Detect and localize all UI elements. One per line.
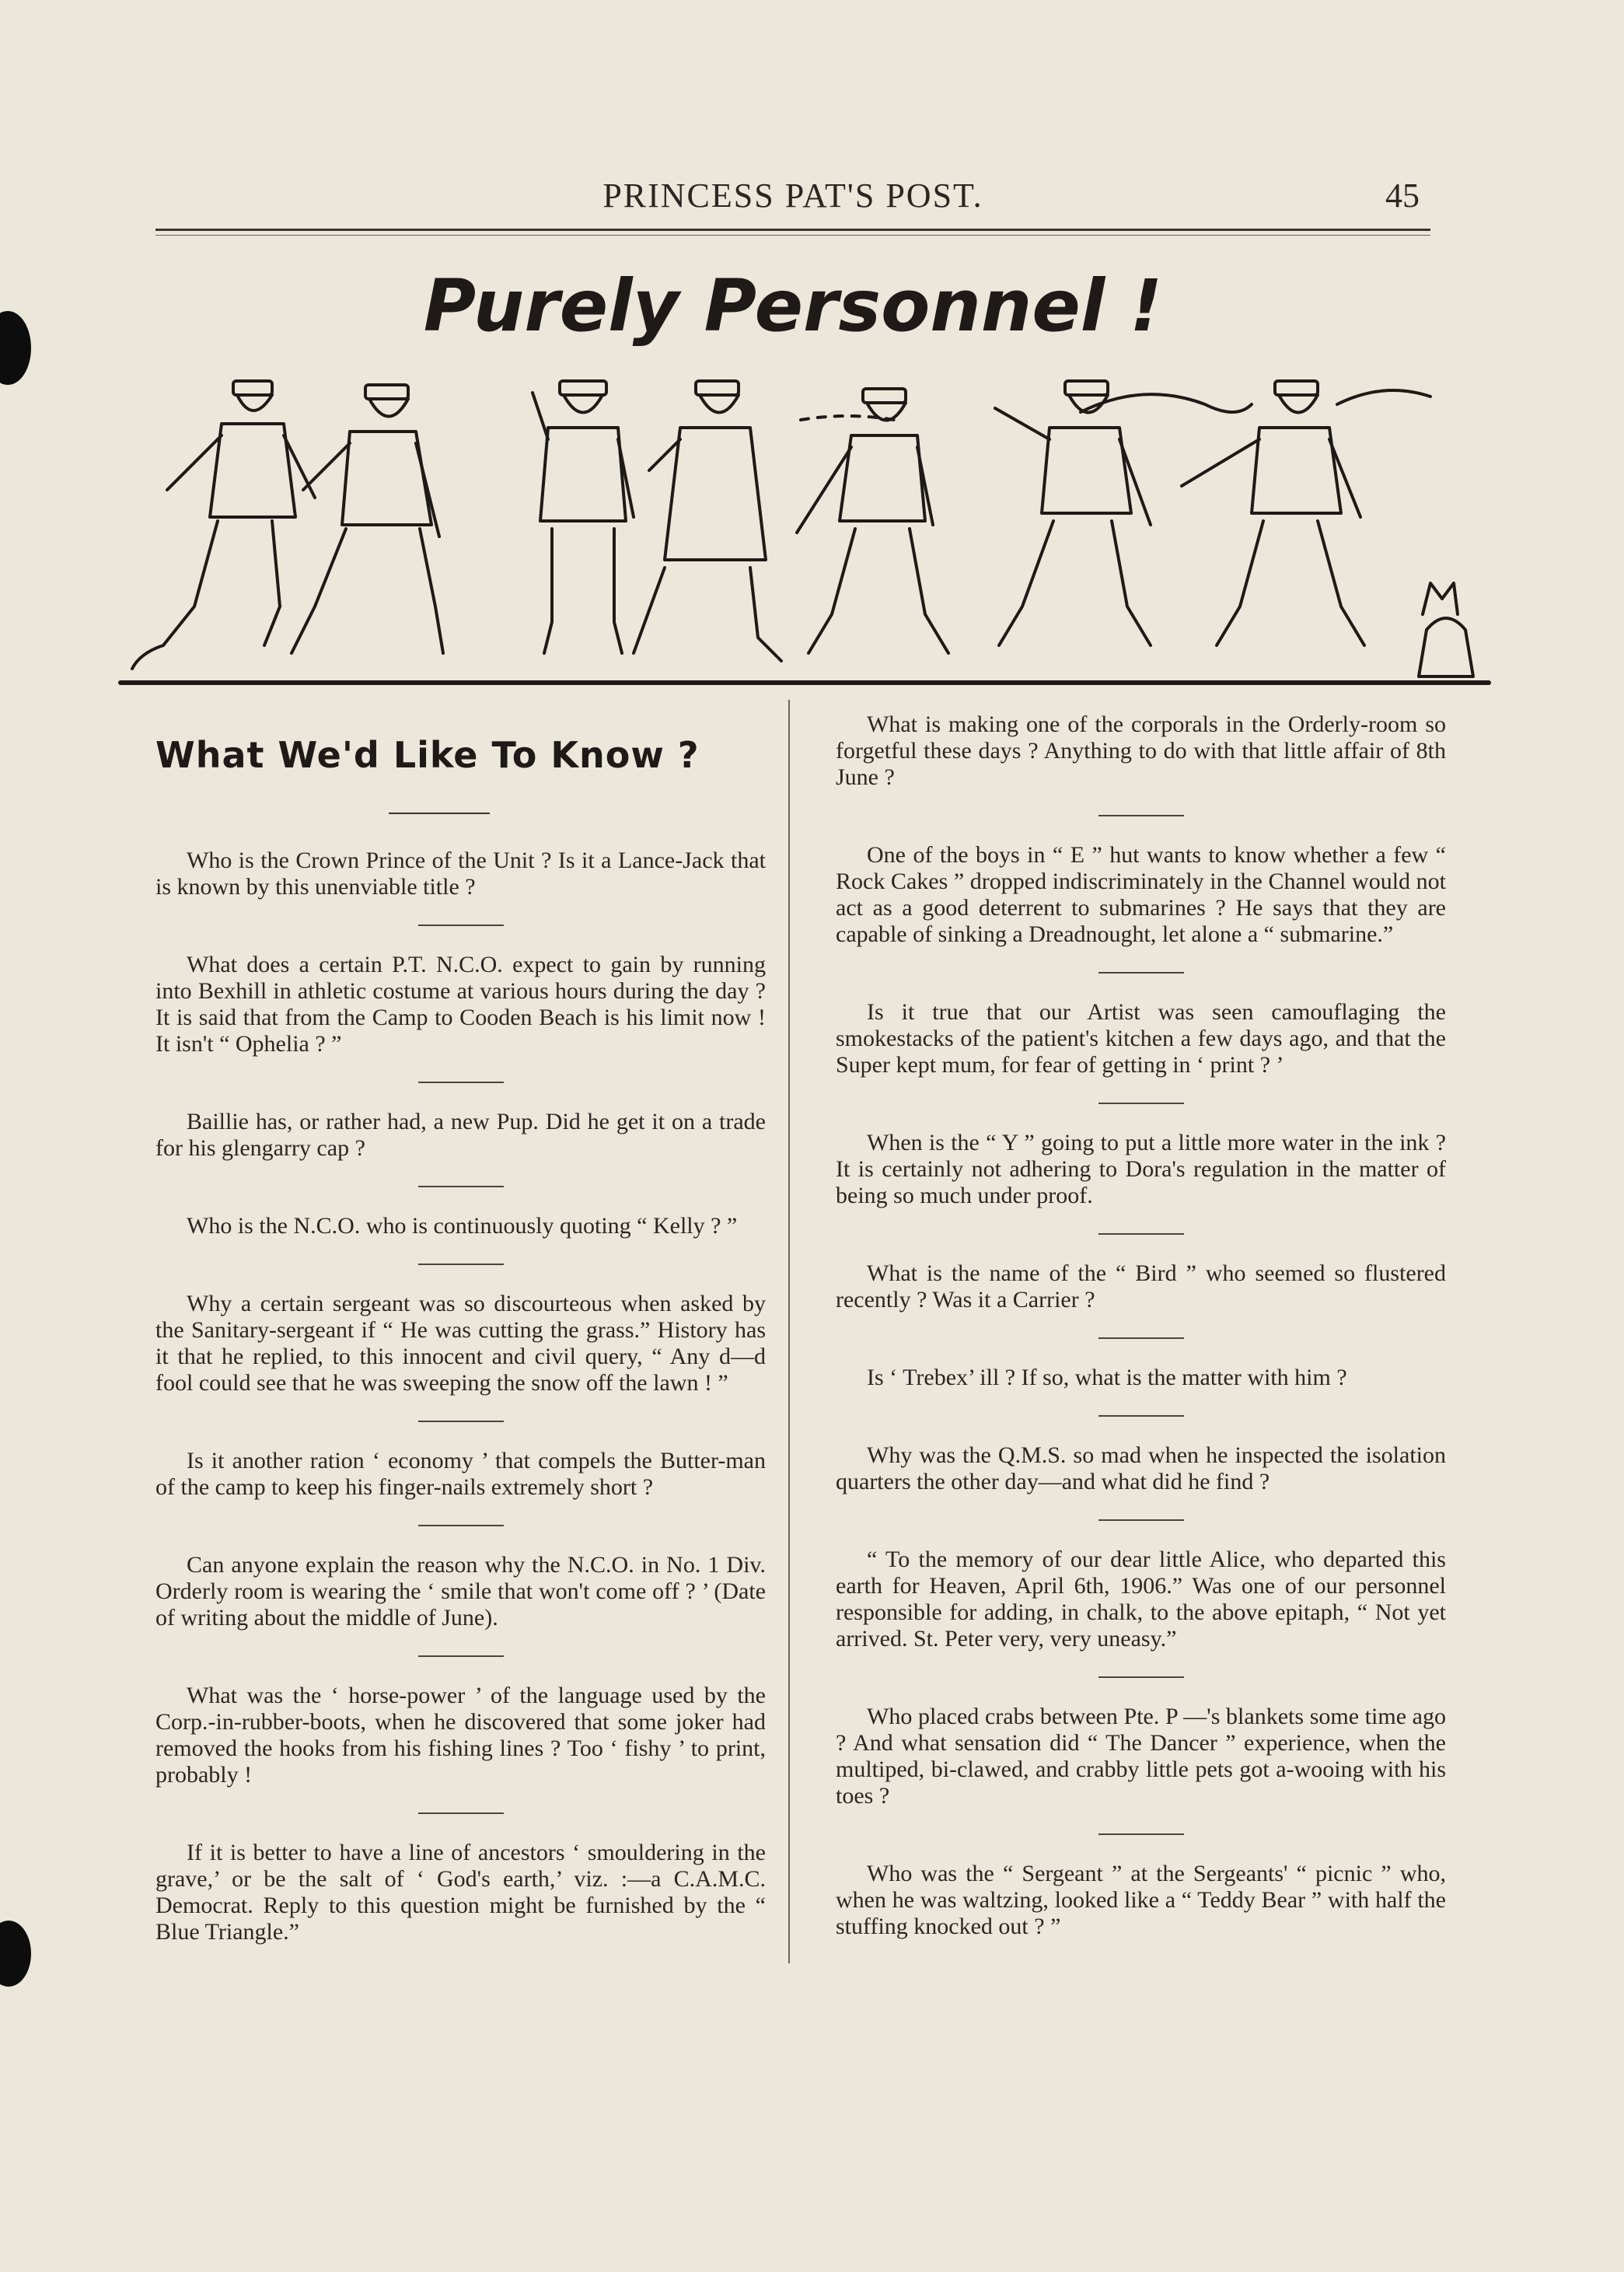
soldier-figure — [995, 381, 1151, 645]
binding-hole — [0, 311, 31, 385]
item-separator — [1098, 972, 1184, 973]
question-item: Baillie has, or rather had, a new Pup. Did he get it on a trade for his glengarry cap ? — [155, 1109, 766, 1161]
item-separator — [1098, 1233, 1184, 1235]
soldier-figure — [634, 381, 781, 661]
question-item: What was the ‘ horse-power ’ of the language used by the Corp.-in-rubber-boots, when he discovered that some joker had removed the hooks from his fishing lines ? Too ‘ fishy ’ to print, probably ! — [155, 1683, 766, 1788]
question-item: When is the “ Y ” going to put a little more water in the ink ? It is certainly not adhering to Dora's regulation in the matter of being so much under proof. — [836, 1130, 1446, 1208]
headline: Purely Personnel ! — [423, 264, 1163, 348]
binding-hole — [0, 1921, 31, 1987]
title-rule — [389, 813, 490, 814]
item-separator — [418, 1655, 504, 1657]
question-item: Can anyone explain the reason why the N.C.O. in No. 1 Div. Orderly room is wearing the ‘ smile that won't come off ? ’ (Date of writing about the middle of June). — [155, 1552, 766, 1631]
item-separator — [1098, 1833, 1184, 1835]
question-item: Is it true that our Artist was seen camouflaging the smokestacks of the patient's kitchen a few days ago, and that the Super kept mum, for fear of getting in ‘ print ? ’ — [836, 999, 1446, 1078]
question-item: Why was the Q.M.S. so mad when he inspected the isolation quarters the other day—and what did he find ? — [836, 1442, 1446, 1494]
question-item: What is the name of the “ Bird ” who seemed so flustered recently ? Was it a Carrier ? — [836, 1260, 1446, 1313]
header-rule — [155, 229, 1430, 231]
item-separator — [1098, 1337, 1184, 1339]
item-separator — [418, 1186, 504, 1187]
question-item: One of the boys in “ E ” hut wants to know whether a few “ Rock Cakes ” dropped indiscriminately in the Channel would not act as a good deterrent to submarines ? He says that they are capable of sinking a Dreadnought, let alone a “ submarine.” — [836, 842, 1446, 947]
header-rule-thin — [155, 235, 1430, 236]
item-separator — [418, 1525, 504, 1526]
question-item: Is ‘ Trebex’ ill ? If so, what is the matter with him ? — [867, 1365, 1347, 1390]
question-item: “ To the memory of our dear little Alice, who departed this earth for Heaven, April 6th, 1906.” Was one of our personnel responsible for adding, in chalk, to the above epitaph, “ Not yet arrived. St. Peter very, very uneasy.” — [836, 1547, 1446, 1652]
running-head: PRINCESS PAT'S POST. — [602, 177, 983, 215]
item-separator — [418, 1812, 504, 1814]
item-separator — [418, 925, 504, 926]
column-divider — [788, 700, 790, 1963]
dog-figure — [1419, 583, 1473, 676]
item-separator — [1098, 1519, 1184, 1521]
section-title: What We'd Like To Know ? — [155, 734, 700, 776]
question-item: If it is better to have a line of ancestors ‘ smouldering in the grave,’ or be the salt of ‘ God's earth,’ viz. :—a C.A.M.C. Democrat. Reply to this question might be furnished by the “ Blue Triangle.” — [155, 1840, 766, 1945]
item-separator — [418, 1421, 504, 1422]
question-item: Who placed crabs between Pte. P —'s blankets some time ago ? And what sensation did “ The Dancer ” experience, when the multiped, bi-clawed, and crabby little pets got a-wooing with his toes ? — [836, 1704, 1446, 1809]
left-column — [155, 848, 766, 1945]
right-column — [836, 711, 1446, 1940]
item-separator — [418, 1082, 504, 1083]
soldier-figure — [533, 381, 634, 653]
soldier-figure — [797, 389, 948, 653]
question-item: What is making one of the corporals in the Orderly-room so forgetful these days ? Anything to do with that little affair of 8th June ? — [836, 711, 1446, 790]
question-item: Is it another ration ‘ economy ’ that compels the Butter-man of the camp to keep his finger-nails extremely short ? — [155, 1448, 766, 1500]
question-item: Who is the N.C.O. who is continuously quoting “ Kelly ? ” — [187, 1213, 738, 1239]
question-item: Who was the “ Sergeant ” at the Sergeants' “ picnic ” who, when he was waltzing, looked like a “ Teddy Bear ” with half the stuffing knocked out ? ” — [836, 1861, 1446, 1939]
question-item: Who is the Crown Prince of the Unit ? Is it a Lance-Jack that is known by this unenviable title ? — [155, 848, 766, 900]
item-separator — [1098, 1103, 1184, 1104]
marching-soldiers-illustration — [117, 365, 1493, 692]
page-number: 45 — [1385, 177, 1420, 215]
question-item: Why a certain sergeant was so discourteous when asked by the Sanitary-sergeant if “ He was cutting the grass.” History has it that he replied, to this innocent and civil query, “ Any d—d fool could see that he was sweeping the snow off the lawn ! ” — [155, 1291, 766, 1396]
item-separator — [1098, 1676, 1184, 1678]
item-separator — [1098, 1415, 1184, 1417]
soldier-figure — [292, 385, 443, 653]
soldier-figure — [1182, 381, 1364, 645]
soldier-figure — [132, 381, 315, 669]
question-item: What does a certain P.T. N.C.O. expect to gain by running into Bexhill in athletic costume at various hours during the day ? It is said that from the Camp to Cooden Beach is his limit now ! It isn't “ Ophelia ? ” — [155, 952, 766, 1057]
item-separator — [418, 1264, 504, 1265]
item-separator — [1098, 815, 1184, 816]
